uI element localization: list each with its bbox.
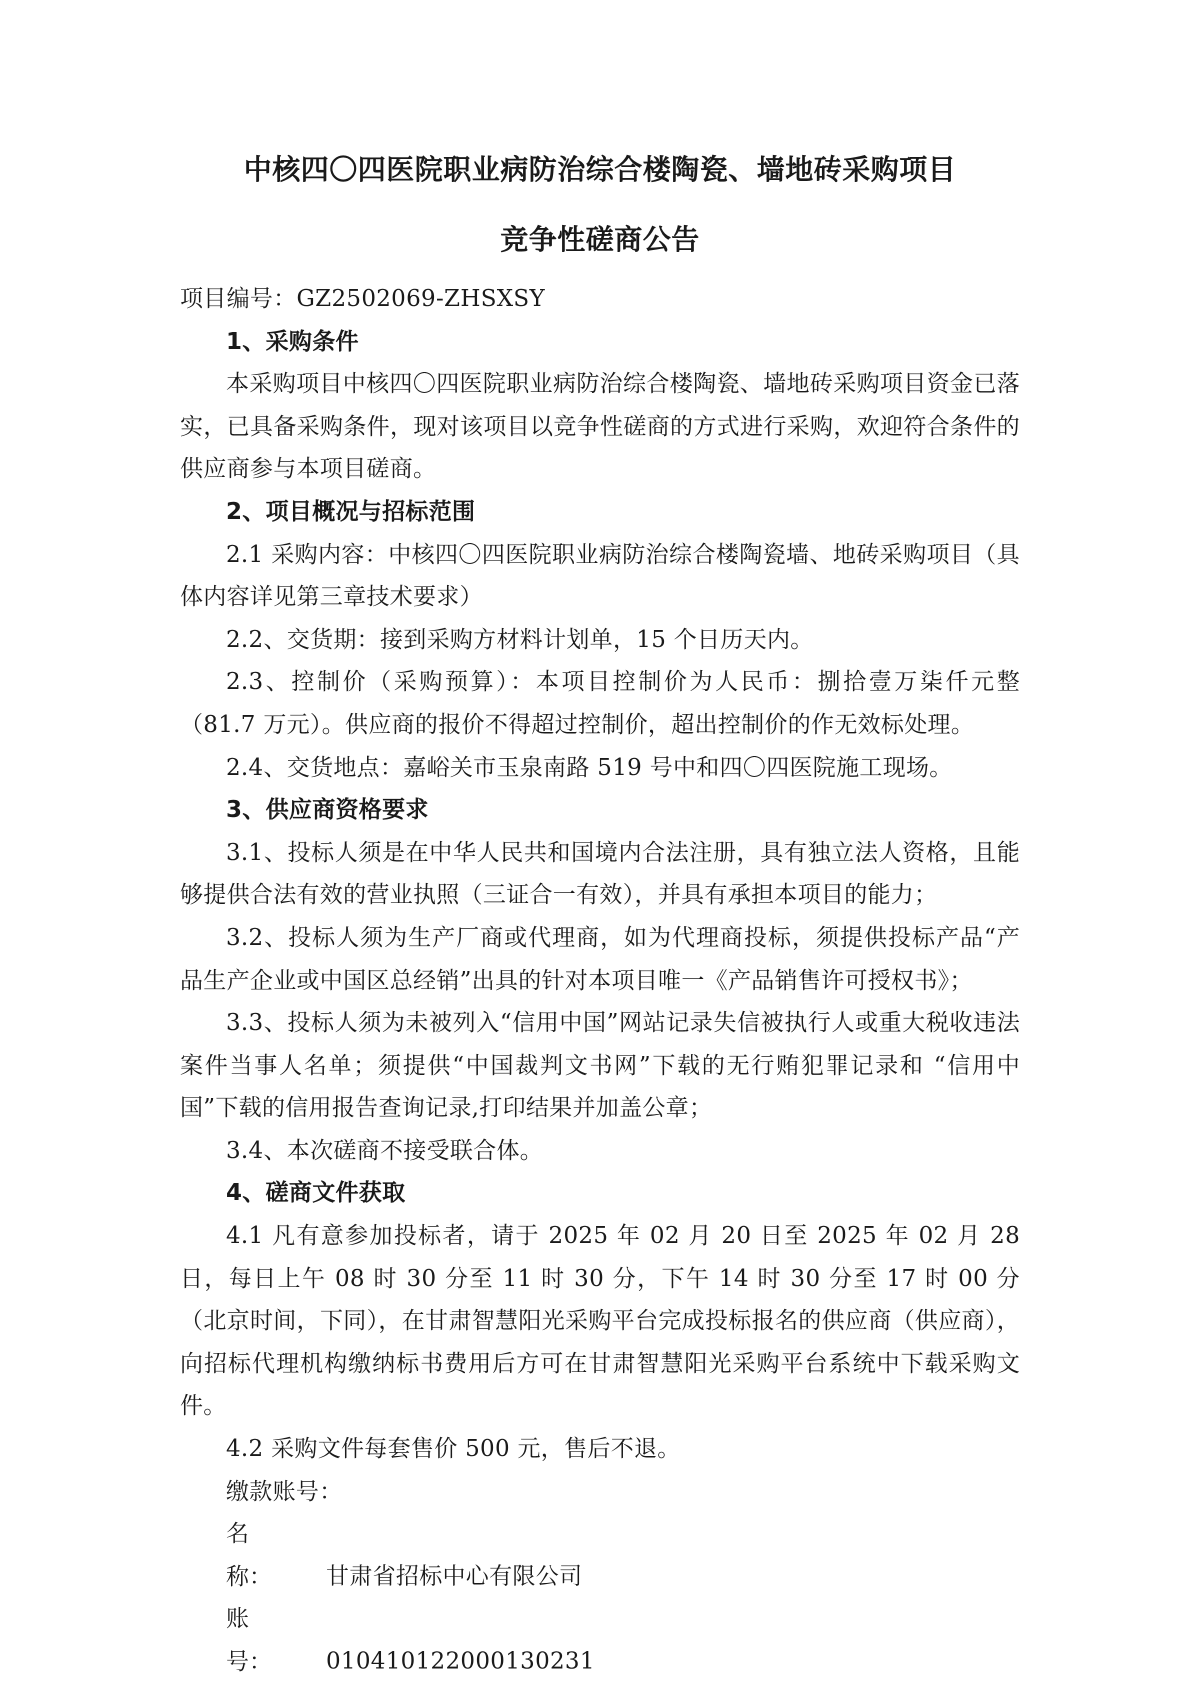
payment-heading: 缴款账号： xyxy=(226,1478,343,1505)
section-3-2: 3.2、投标人须为生产厂商或代理商，如为代理商投标，须提供投标产品“产品生产企业或中国区总经销”出具的针对本项目唯一《产品销售许可授权书》； xyxy=(180,924,1020,994)
section-1-body: 本采购项目中核四〇四医院职业病防治综合楼陶瓷、墙地砖采购项目资金已落实，已具备采购条件，现对该项目以竞争性磋商的方式进行采购，欢迎符合条件的供应商参与本项目磋商。 xyxy=(180,371,1020,483)
section-3-heading: 3、供应商资格要求 xyxy=(226,797,429,824)
section-2-1: 2.1 采购内容：中核四〇四医院职业病防治综合楼陶瓷墙、地砖采购项目（具体内容详见第三章技术要求） xyxy=(180,541,1020,611)
section-2-3: 2.3、控制价（采购预算）：本项目控制价为人民币：捌拾壹万柒仟元整（81.7 万元）。供应商的报价不得超过控制价，超出控制价的作无效标处理。 xyxy=(180,669,1020,738)
section-4-1: 4.1 凡有意参加投标者，请于 2025 年 02 月 20 日至 2025 年 02 月 28 日，每日上午 08 时 30 分至 11 时 30 分，下午 14 时 30 分至 17 时 00 分（北京时间，下同），在甘肃智慧阳光采购平台完成投标报名的供应商（供应商），向招标代理机构缴纳标书费用后方可在甘肃智慧阳光采购平台系统中下载采购文件。 xyxy=(180,1223,1020,1420)
section-2-heading: 2、项目概况与招标范围 xyxy=(226,498,476,525)
section-4-heading: 4、磋商文件获取 xyxy=(226,1180,406,1207)
section-3-4: 3.4、本次磋商不接受联合体。 xyxy=(226,1137,544,1164)
section-3-1: 3.1、投标人须是在中华人民共和国境内合法注册，具有独立法人资格，且能够提供合法有效的营业执照（三证合一有效），并具有承担本项目的能力； xyxy=(180,839,1020,909)
payment-name-value: 甘肃省招标中心有限公司 xyxy=(326,1563,583,1590)
payment-account-value: 010410122000130231 xyxy=(326,1649,595,1675)
section-2-2: 2.2、交货期：接到采购方材料计划单，15 个日历天内。 xyxy=(226,626,814,653)
project-number: 项目编号：GZ2502069-ZHSXSY xyxy=(180,286,545,312)
document-page xyxy=(180,150,1020,1684)
payment-account-label-char-2: 号： xyxy=(226,1649,272,1675)
payment-account-label xyxy=(226,1598,326,1683)
payment-name-label-char-2: 称： xyxy=(226,1563,272,1590)
section-2-4: 2.4、交货地点：嘉峪关市玉泉南路 519 号中和四〇四医院施工现场。 xyxy=(226,754,953,781)
section-3-3: 3.3、投标人须为未被列入“信用中国”网站记录失信被执行人或重大税收违法案件当事人名单；须提供“中国裁判文书网”下载的无行贿犯罪记录和 “信用中国”下载的信用报告查询记录,打印结果并加盖公章； xyxy=(180,1010,1020,1122)
payment-name-label xyxy=(226,1513,326,1598)
payment-name-row xyxy=(180,1513,1020,1598)
payment-name-label-char-1: 名 xyxy=(226,1521,249,1548)
payment-account-label-char-1: 账 xyxy=(226,1606,249,1633)
section-1-heading: 1、采购条件 xyxy=(226,328,359,355)
document-title: 中核四〇四医院职业病防治综合楼陶瓷、墙地砖采购项目 xyxy=(243,153,957,186)
payment-account-row xyxy=(180,1598,1020,1683)
section-4-2: 4.2 采购文件每套售价 500 元，售后不退。 xyxy=(226,1436,681,1463)
document-subtitle: 竞争性磋商公告 xyxy=(500,223,700,256)
